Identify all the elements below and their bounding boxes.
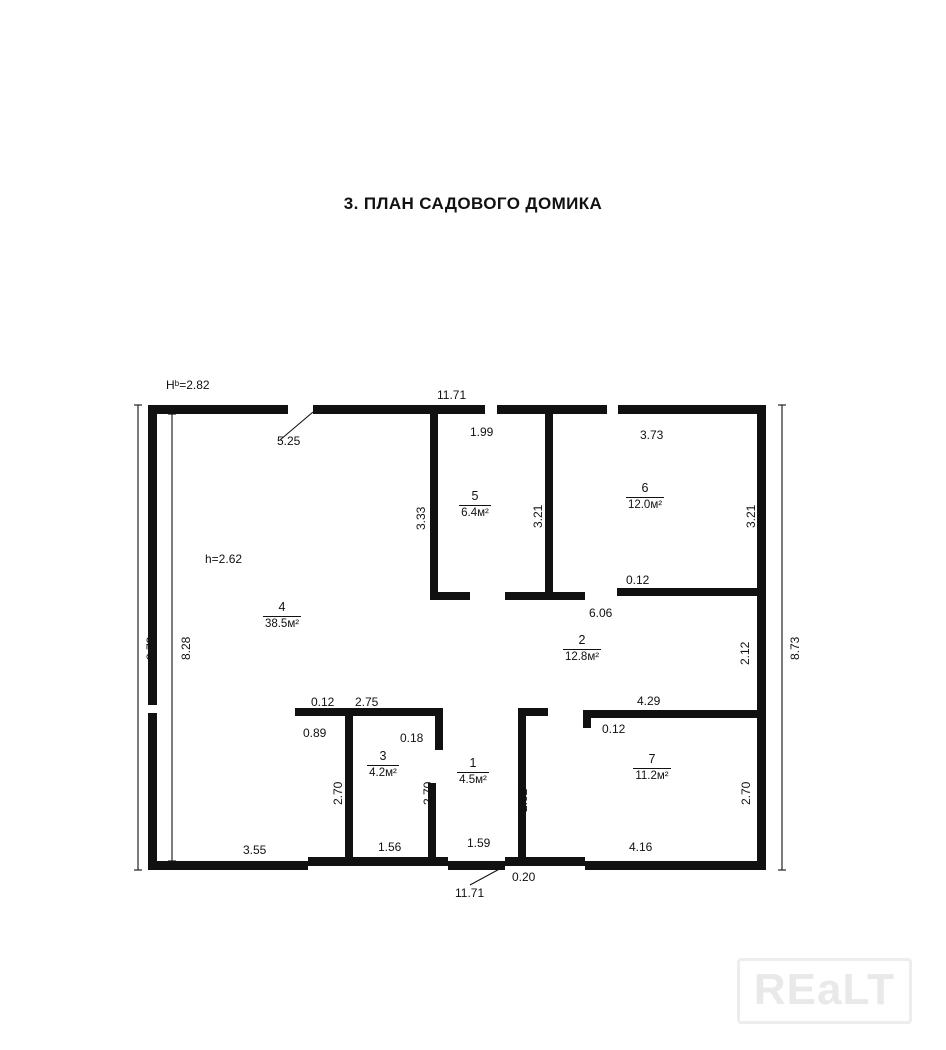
room-label-6 [607,482,683,513]
room-number-1: 1 [469,756,477,770]
room-number-5: 5 [471,489,479,503]
dim-top-left-segment: 5.25 [277,434,301,448]
dim-inner-321: 3.21 [531,504,545,528]
dimension-lines [134,405,786,885]
dim-inner-275: 2.75 [355,695,379,709]
room-number-4: 4 [278,600,286,614]
dim-right-outer: 8.73 [788,636,802,660]
dim-inner-606: 6.06 [589,606,613,620]
room-label-3 [345,750,421,781]
dim-bottom-020: 0.20 [512,870,536,884]
room-area-7: 11.2м² [635,770,669,782]
room-area-2: 12.8м² [564,651,600,663]
room-number-7: 7 [648,752,656,766]
dim-inner-333: 3.33 [414,506,428,530]
dim-bottom-overall: 11.71 [455,886,485,900]
dim-inner-089: 0.89 [303,726,327,740]
dim-left-inner: 8.28 [179,636,193,660]
room-label-5 [437,490,513,521]
dim-bottom-159: 1.59 [467,836,491,850]
dim-inner-018: 0.18 [400,731,424,745]
dim-bottom-416: 4.16 [629,840,653,854]
room-label-2 [544,634,620,665]
room-number-6: 6 [641,481,649,495]
dim-left-outer: 8.73 [144,636,158,660]
dim-inner-270-mid: 2.70 [421,781,435,805]
dim-inner-429: 4.29 [637,694,661,708]
watermark-text: REaLT [737,958,912,1024]
room-number-2: 2 [578,633,586,647]
room-area-5: 6.4м² [461,507,489,519]
dim-top-overall: 11.71 [437,388,467,402]
room-label-4 [237,601,327,632]
room-number-3: 3 [379,749,387,763]
room-area-3: 4.2м² [369,767,397,779]
dim-inner-012-c: 0.12 [311,695,335,709]
outer-walls [148,405,766,870]
room-area-4: 38.5м² [264,618,300,630]
height-outer-label: Hᵇ=2.82 [166,378,210,392]
room-area-6: 12.0м² [627,499,663,511]
watermark [737,958,912,1024]
height-inner-label: h=2.62 [205,552,243,566]
dim-bottom-156: 1.56 [378,840,402,854]
dim-top-mid-segment: 1.99 [470,425,494,439]
dim-inner-012-a: 0.12 [626,573,650,587]
dim-inner-282: 2.82 [516,788,530,812]
dim-right-mid: 2.12 [738,641,752,665]
room-label-1 [440,757,506,788]
page-title: 3. ПЛАН САДОВОГО ДОМИКА [343,194,603,213]
dim-right-upper: 3.21 [744,504,758,528]
dim-top-right-segment: 3.73 [640,428,664,442]
room-area-1: 4.5м² [459,774,487,786]
dim-inner-012-b: 0.12 [602,722,626,736]
dim-bottom-left: 3.55 [243,843,267,857]
room-label-7 [612,753,692,784]
dim-inner-270-left: 2.70 [331,781,345,805]
dim-right-lower: 2.70 [739,781,753,805]
